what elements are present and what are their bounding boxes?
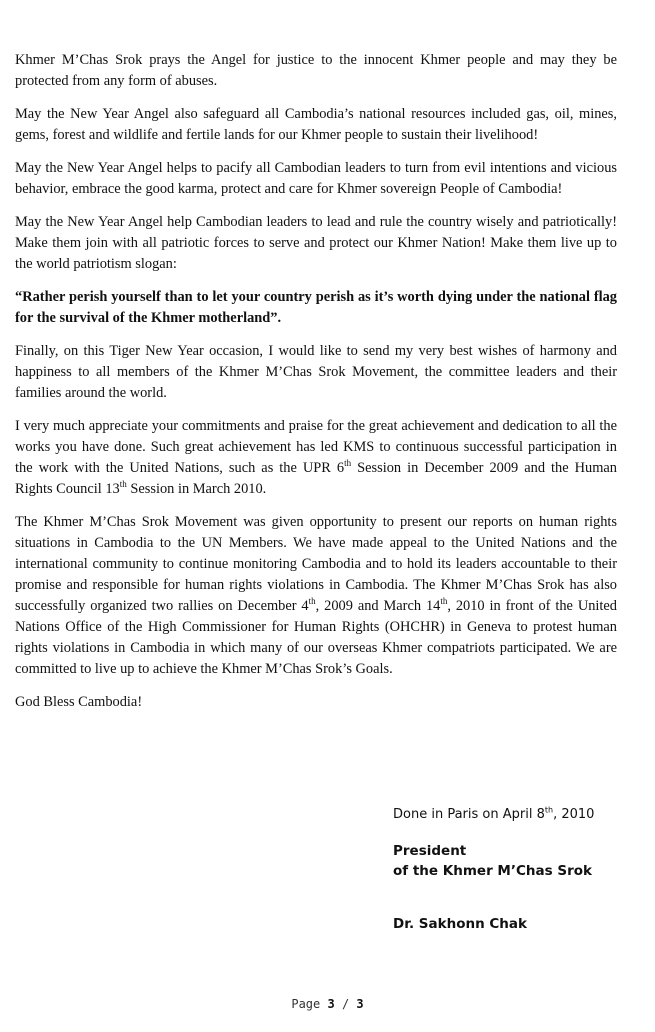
page-label: Page [291, 997, 321, 1011]
appreciation-text-3: Session in March 2010. [126, 481, 267, 497]
paragraph-new-year-wishes: Finally, on this Tiger New Year occasion, I would like to send my very best wishes of harmony and happiness to all members of the Khmer M’Chas Srok Movement, the committee leaders and their families around the world. [15, 343, 617, 401]
page-separator: / [341, 997, 350, 1011]
signature-date [393, 805, 638, 825]
signatory-name: Dr. Sakhonn Chak [393, 916, 527, 932]
superscript-th: th [308, 596, 316, 607]
un-reports-text-3: , 2010 in front of the United Nations Office of the High Commissioner for Human Rights (OHCHR) in Geneva to protest human rights violations in Cambodia in which many of our overseas Khmer compatriots participated. We are committed to live up to achieve the Khmer M’Chas Srok’s Goals. [15, 598, 618, 677]
superscript-th: th [344, 458, 352, 469]
date-superscript: th [544, 805, 554, 815]
title-line-organization: of the Khmer M’Chas Srok [393, 863, 592, 879]
paragraph-lead-wisely: May the New Year Angel help Cambodian leaders to lead and rule the country wisely and patriotically! Make them join with all patriotic forces to serve and protect our Khmer Nation! Make them live up to the world patriotism slogan: [15, 214, 617, 272]
paragraph-appreciation [15, 416, 617, 500]
un-reports-text-1: The Khmer M’Chas Srok Movement was given opportunity to present our reports on human rights situations in Cambodia to the UN Members. We have made appeal to the United Nations and the international community to continue monitoring Cambodia and to hold its leaders accountable to their promise and responsible for human rights violations in Cambodia. The Khmer M’Chas Srok has also successfully organized two rallies on December 4 [15, 514, 617, 614]
current-page-number: 3 [327, 997, 335, 1011]
total-pages-number: 3 [356, 997, 364, 1011]
paragraph-prayer-justice: Khmer M’Chas Srok prays the Angel for justice to the innocent Khmer people and may they be protected from any form of abuses. [15, 52, 617, 89]
title-line-president: President [393, 843, 467, 859]
date-text-2: , 2010 [553, 807, 595, 822]
paragraph-safeguard-resources: May the New Year Angel also safeguard all Cambodia’s national resources included gas, oil, mines, gems, forest and wildlife and fertile lands for our Khmer people to sustain their livelihood! [15, 106, 617, 143]
closing-blessing: God Bless Cambodia! [15, 694, 143, 710]
letter-body [15, 50, 617, 713]
patriotism-slogan-quote: “Rather perish yourself than to let your country perish as it’s worth dying under the national flag for the survival of the Khmer motherland”. [15, 289, 617, 326]
superscript-th: th [119, 479, 127, 490]
page-footer [0, 997, 655, 1011]
paragraph-pacify-leaders: May the New Year Angel helps to pacify all Cambodian leaders to turn from evil intentions and vicious behavior, embrace the good karma, protect and care for Khmer sovereign People of Cambodia! [15, 160, 617, 197]
appreciation-text-2: Session in December 2009 and the Human Rights Council 13 [15, 460, 618, 497]
signatory-title [393, 841, 638, 881]
appreciation-text-1: I very much appreciate your commitments and praise for the great achievement and dedication to all the works you have done. Such great achievement has led KMS to continuous successful participation in the work with the United Nations, such as the UPR 6 [15, 418, 617, 476]
un-reports-text-2: , 2009 and March 14 [315, 598, 441, 614]
paragraph-un-reports [15, 512, 617, 680]
superscript-th: th [440, 596, 448, 607]
signature-block [393, 805, 638, 934]
date-text-1: Done in Paris on April 8 [393, 807, 545, 822]
